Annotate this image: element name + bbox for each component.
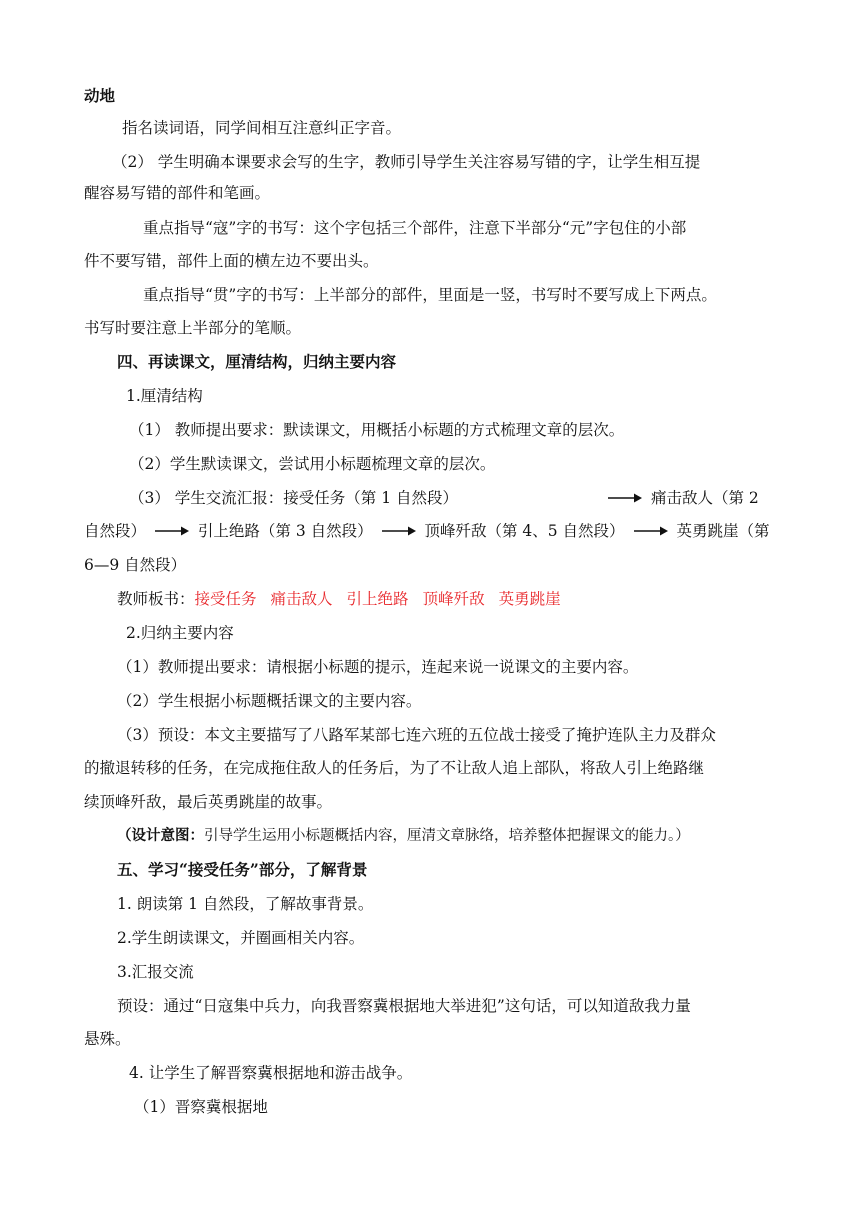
text-line: 重点指导“寇”字的书写：这个字包括三个部件，注意下半部分“元”字包住的小部 — [143, 219, 687, 237]
text-line: 书写时要注意上半部分的笔顺。 — [84, 319, 302, 337]
board-item: 引上绝路 — [346, 590, 409, 608]
text-line: （2）学生根据小标题概括课文的主要内容。 — [117, 692, 422, 710]
board-item: 痛击敌人 — [270, 590, 333, 608]
text-span: 自然段） — [84, 522, 147, 540]
text-line: 3.汇报交流 — [117, 963, 194, 981]
text-line — [117, 589, 561, 609]
board-label: 教师板书： — [117, 590, 195, 608]
right-arrow-icon — [382, 525, 416, 537]
board-item: 英勇跳崖 — [498, 590, 561, 608]
section-heading: 五、学习“接受任务”部分，了解背景 — [117, 860, 368, 879]
design-intent-label: （设计意图： — [117, 827, 204, 844]
text-line: （1）教师提出要求：请根据小标题的提示，连起来说一说课文的主要内容。 — [117, 658, 639, 676]
section-heading: 四、再读课文，厘清结构，归纳主要内容 — [117, 352, 397, 371]
right-arrow-icon — [608, 492, 642, 504]
text-line: 1. 朗读第 1 自然段，了解故事背景。 — [117, 895, 374, 913]
text-span: 顶峰歼敌（第 4、5 自然段） — [424, 522, 625, 540]
text-line: 的撤退转移的任务，在完成拖住敌人的任务后，为了不让敌人追上部队，将敌人引上绝路继 — [84, 759, 705, 777]
design-intent-text: 引导学生运用小标题概括内容，厘清文章脉络，培养整体把握课文的能力。） — [204, 828, 690, 844]
text-line: 6—9 自然段） — [84, 556, 187, 574]
text-line: 4. 让学生了解晋察冀根据地和游击战争。 — [129, 1064, 413, 1082]
text-span: 引上绝路（第 3 自然段） — [197, 522, 373, 540]
text-line: 重点指导“贯”字的书写：上半部分的部件，里面是一竖，书写时不要写成上下两点。 — [143, 286, 717, 304]
right-arrow-icon — [634, 525, 668, 537]
text-line: 2.归纳主要内容 — [126, 624, 234, 642]
text-line: （1）晋察冀根据地 — [134, 1098, 268, 1116]
text-span: 英勇跳崖（第 — [676, 522, 770, 540]
text-line: 2.学生朗读课文，并圈画相关内容。 — [117, 929, 365, 947]
right-arrow-icon — [155, 525, 189, 537]
board-item: 接受任务 — [194, 590, 257, 608]
text-line: （2）学生默读课文，尝试用小标题梳理文章的层次。 — [129, 455, 496, 473]
text-line — [84, 521, 769, 541]
text-line: 悬殊。 — [84, 1030, 131, 1048]
text-line: （3）预设：本文主要描写了八路军某部七连六班的五位战士接受了掩护连队主力及群众 — [117, 726, 716, 744]
text-span: 痛击敌人（第 2 — [650, 489, 759, 507]
design-intent — [117, 826, 690, 846]
text-line — [604, 488, 759, 508]
text-line: 指名读词语，同学间相互注意纠正字音。 — [122, 119, 402, 137]
text-line: 1.厘清结构 — [126, 387, 203, 405]
text-line — [129, 488, 458, 508]
text-span: （3） 学生交流汇报：接受任务（第 1 自然段） — [129, 489, 459, 507]
text-line: 件不要写错，部件上面的横左边不要出头。 — [84, 252, 379, 270]
text-line: 醒容易写错的部件和笔画。 — [84, 184, 271, 202]
text-line: （2） 学生明确本课要求会写的生字，教师引导学生关注容易写错的字，让学生相互提 — [112, 153, 701, 171]
text-line: （1） 教师提出要求：默读课文，用概括小标题的方式梳理文章的层次。 — [129, 421, 625, 439]
text-line: 预设：通过“日寇集中兵力，向我晋察冀根据地大举进犯”这句话，可以知道敌我力量 — [117, 997, 691, 1015]
board-item: 顶峰歼敌 — [422, 590, 485, 608]
text-line: 动地 — [84, 86, 116, 105]
text-line: 续顶峰歼敌，最后英勇跳崖的故事。 — [84, 793, 333, 811]
